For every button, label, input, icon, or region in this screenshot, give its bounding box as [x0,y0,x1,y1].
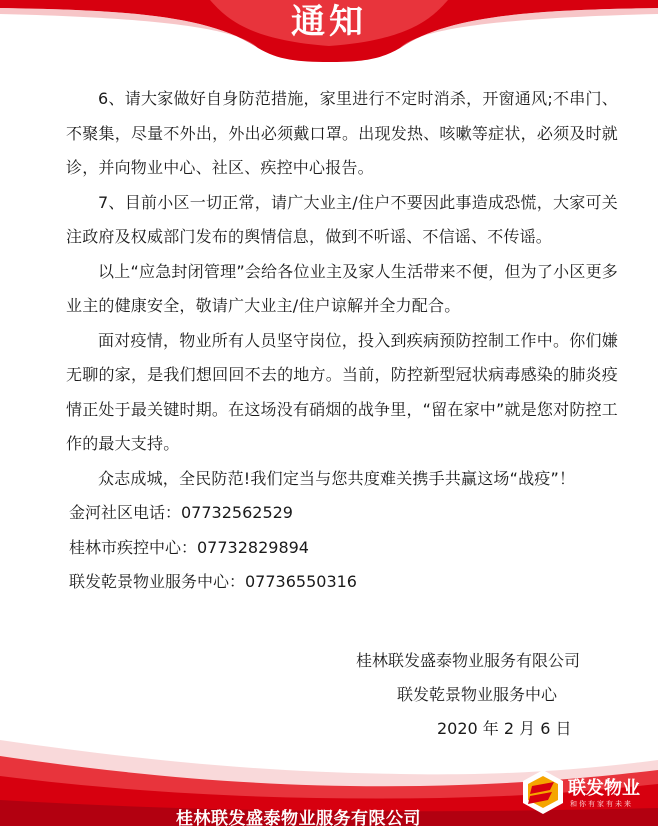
brand-logo [520,768,648,818]
signature-center: 联发乾景物业服务中心 [397,685,558,704]
brand-logo-tagline: 和你有家有未来 [570,800,633,808]
signature-company: 桂林联发盛泰物业服务有限公司 [356,651,581,670]
paragraph-slogan: 众志成城，全民防范!我们定当与您共度难关携手共赢这场“战疫”！ [98,468,576,488]
footer-company-name: 桂林联发盛泰物业服务有限公司 [176,809,421,829]
signature-date: 2020 年 2 月 6 日 [437,719,572,738]
paragraph-item-6: 6、请大家做好自身防范措施，家里进行不定时消杀，开窗通风;不串门、不聚集，尽量不外出，外出必须戴口罩。出现发热、咳嗽等症状，必须及时就诊，并向物业中心、社区、疾控中心报告。 [66,89,618,177]
page-title: 通知 [291,2,367,42]
paragraph-closure-notice: 以上“应急封闭管理”会给各位业主及家人生活带来不便，但为了小区更多业主的健康安全，敬请广大业主/住户谅解并全力配合。 [66,261,618,315]
contact-cdc-phone: 桂林市疾控中心：07732829894 [69,537,309,557]
contact-property-center-phone: 联发乾景物业服务中心：07736550316 [69,572,357,591]
paragraph-staff-commitment: 面对疫情，物业所有人员坚守岗位，投入到疾病预防控制工作中。你们嫌无聊的家，是我们想回回不去的地方。当前，防控新型冠状病毒感染的肺炎疫情正处于最关键时期。在这场没有硝烟的战争里，“留在家中”就是您对防控工作的最大支持。 [66,330,618,453]
header-banner [0,0,658,62]
footer-banner [0,720,658,829]
contact-community-phone: 金河社区电话：07732562529 [69,503,293,522]
notice-body [66,82,618,600]
brand-logo-icon [520,768,566,814]
paragraph-item-7: 7、目前小区一切正常，请广大业主/住户不要因此事造成恐慌，大家可关注政府及权威部门发布的舆情信息，做到不听谣、不信谣、不传谣。 [66,192,618,246]
brand-logo-text: 联发物业 [568,778,640,799]
